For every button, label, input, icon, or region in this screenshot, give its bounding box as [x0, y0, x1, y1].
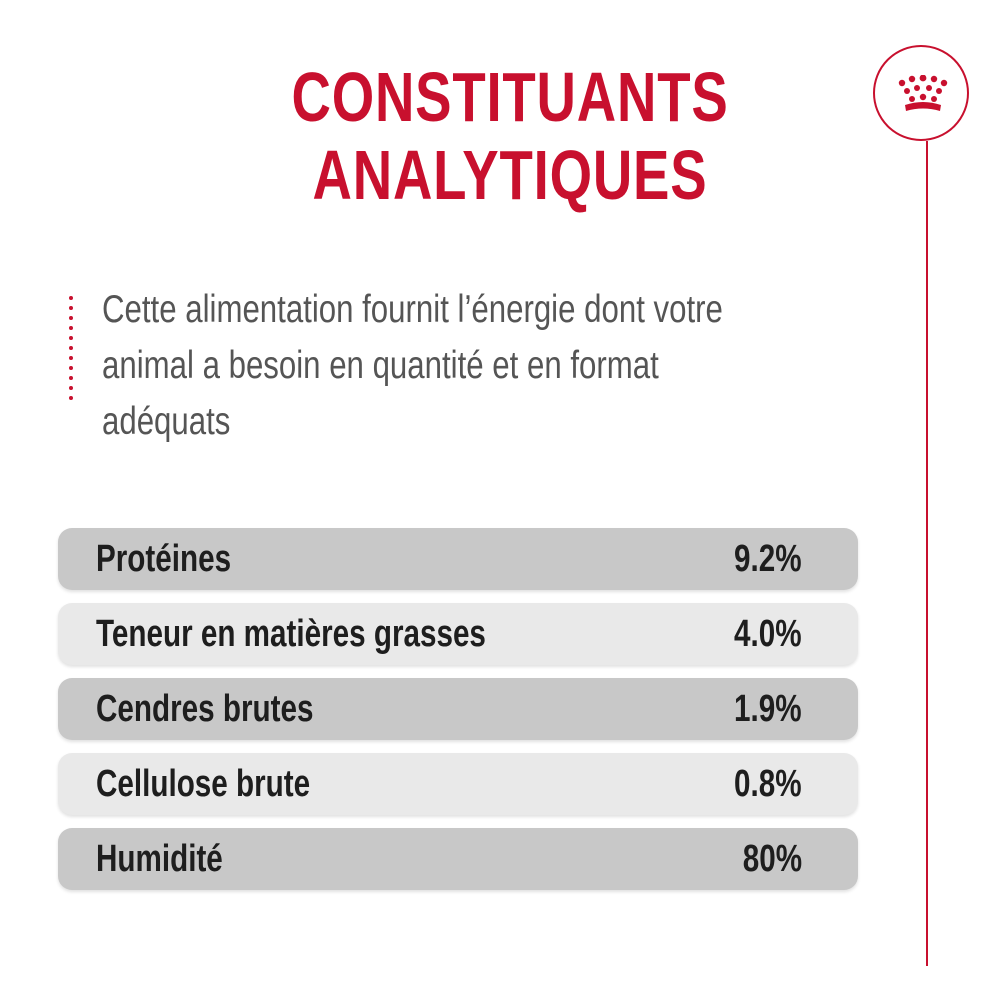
brand-badge	[873, 45, 969, 141]
row-label: Humidité	[96, 838, 223, 880]
row-value: 4.0%	[734, 613, 802, 655]
row-label: Teneur en matières grasses	[96, 613, 486, 655]
table-row-cellulose	[58, 753, 858, 815]
row-value: 9.2%	[734, 538, 802, 580]
row-value: 0.8%	[734, 763, 802, 805]
crown-icon	[897, 75, 949, 115]
intro-text: Cette alimentation fournit l’énergie dont votre animal a besoin en quantité et en format adéquats	[102, 288, 723, 443]
table-row-matieres-grasses	[58, 603, 858, 665]
table-row-proteines	[58, 528, 858, 590]
brand-divider-line	[926, 141, 928, 966]
row-value: 80%	[742, 838, 802, 880]
dotted-accent	[69, 296, 75, 406]
page-title	[268, 58, 752, 214]
table-row-cendres	[58, 678, 858, 740]
row-value: 1.9%	[734, 688, 802, 730]
row-label: Cellulose brute	[96, 763, 311, 805]
row-label: Cendres brutes	[96, 688, 314, 730]
title-line-1: CONSTITUANTS	[291, 58, 729, 136]
constituents-table	[58, 528, 858, 903]
title-line-2: ANALYTIQUES	[312, 136, 708, 214]
table-row-humidite	[58, 828, 858, 890]
row-label: Protéines	[96, 538, 232, 580]
